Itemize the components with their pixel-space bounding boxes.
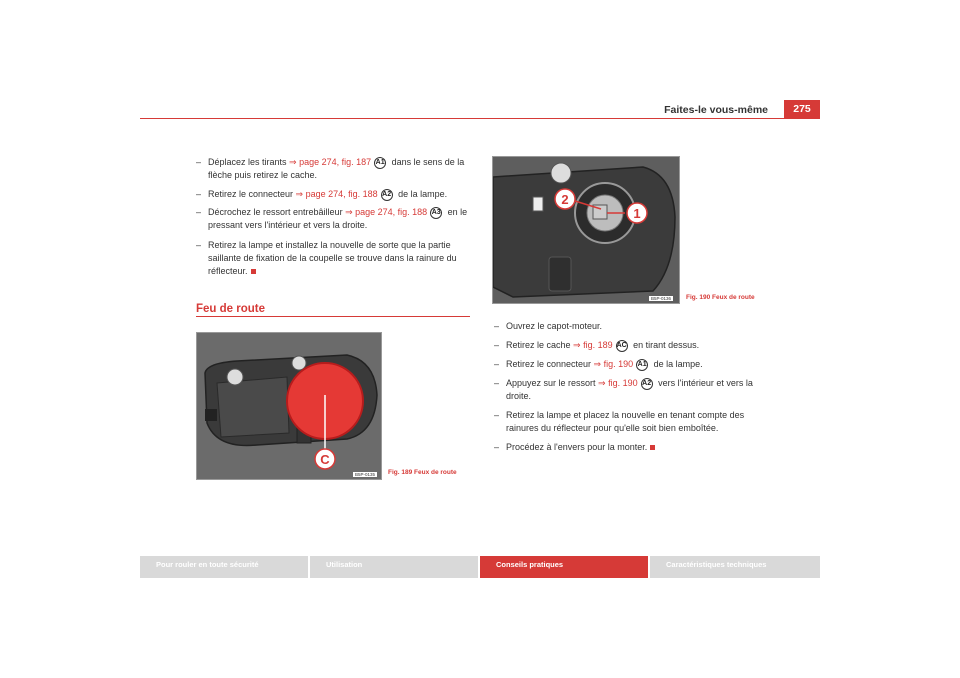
link-fig-190[interactable]: fig. 190 xyxy=(601,359,634,369)
callout-a2-badge: A2 xyxy=(381,189,393,201)
header-rule xyxy=(140,118,820,119)
footer-nav xyxy=(140,556,820,578)
footer-tab-securite[interactable]: Pour rouler en toute sécurité xyxy=(140,556,308,578)
left-step-1: – Déplacez les tirants ⇒ page 274, fig. 187 A1 dans le sens de la flèche puis retirez le cache. xyxy=(196,157,465,180)
callout-c-label: C xyxy=(320,452,330,467)
callout-a1-badge: A1 xyxy=(636,359,648,371)
right-step-5: – Retirez la lampe et placez la nouvelle en tenant compte des rainures du réflecteur pour qu'elle soit bien emboîtée. xyxy=(494,410,745,433)
headlight-illustration xyxy=(197,333,381,479)
footer-tab-utilisation[interactable]: Utilisation xyxy=(310,556,478,578)
callout-a3-badge: A3 xyxy=(430,207,442,219)
left-step-3: – Décrochez le ressort entrebâilleur ⇒ page 274, fig. 188 A3 en le pressant vers l'intérieur et vers la droite. xyxy=(196,207,468,230)
left-step-2: – Retirez le connecteur ⇒ page 274, fig. 188 A2 de la lampe. xyxy=(196,189,448,199)
link-fig-190[interactable]: fig. 190 xyxy=(605,378,638,388)
right-step-2: – Retirez le cache ⇒ fig. 189 AC en tirant dessus. xyxy=(494,340,700,350)
right-step-6: – Procédez à l'envers pour la monter. xyxy=(494,441,776,454)
page-header-title: Faites-le vous-même xyxy=(664,104,768,116)
callout-1-label: 1 xyxy=(633,206,641,221)
page-number: 275 xyxy=(784,100,820,118)
headlight-bulb-illustration xyxy=(493,157,679,303)
figure-189-caption: Fig. 189 Feux de route xyxy=(388,469,457,476)
link-fig-189[interactable]: fig. 189 xyxy=(580,340,613,350)
callout-a2-badge: A2 xyxy=(641,378,653,390)
figure-190-image xyxy=(492,156,680,304)
right-step-4: – Appuyez sur le ressort ⇒ fig. 190 A2 vers l'intérieur et vers la droite. xyxy=(494,378,753,401)
end-marker xyxy=(650,445,655,450)
left-step-4: – Retirez la lampe et installez la nouvelle de sorte que la partie saillante de fixation de la coupelle se trouve dans la rainure du réflecteur. xyxy=(196,240,457,276)
link-page-274-fig-187[interactable]: page 274, fig. 187 xyxy=(296,157,372,167)
link-page-274-fig-188[interactable]: page 274, fig. 188 xyxy=(303,189,378,199)
callout-a1-badge: A1 xyxy=(374,157,386,169)
figure-190-caption: Fig. 190 Feux de route xyxy=(686,294,755,301)
figure-189-image xyxy=(196,332,382,480)
callout-2-label: 2 xyxy=(561,192,569,207)
right-step-3: – Retirez le connecteur ⇒ fig. 190 A1 de la lampe. xyxy=(494,359,703,369)
end-marker xyxy=(251,269,256,274)
figure-189-code: B5P-0135 xyxy=(354,472,375,477)
section-rule xyxy=(196,316,470,317)
callout-ac-badge: AC xyxy=(616,340,628,352)
figure-190-code: B5P-0136 xyxy=(650,296,671,301)
footer-tab-caracteristiques[interactable]: Caractéristiques techniques xyxy=(650,556,820,578)
right-step-1: – Ouvrez le capot-moteur. xyxy=(494,321,603,331)
footer-tab-conseils[interactable]: Conseils pratiques xyxy=(480,556,648,578)
section-heading: Feu de route xyxy=(196,303,266,315)
link-page-274-fig-188[interactable]: page 274, fig. 188 xyxy=(352,207,428,217)
